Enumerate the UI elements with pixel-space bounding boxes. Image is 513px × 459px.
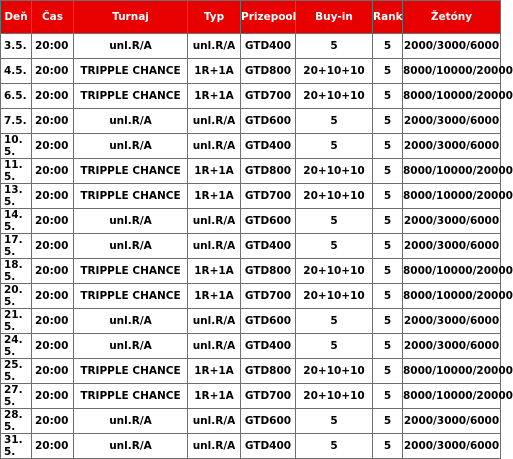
cell-prizepool: GTD800 [241, 359, 296, 384]
cell-chips: 2000/3000/6000 [403, 434, 501, 459]
cell-chips: 8000/10000/20000 [403, 259, 501, 284]
cell-tournament: unl.R/A [74, 209, 188, 234]
cell-day: 7.5. [1, 109, 32, 134]
cell-prizepool: GTD600 [241, 409, 296, 434]
cell-rank: 5 [373, 334, 403, 359]
cell-rank: 5 [373, 309, 403, 334]
column-header-tournament: Turnaj [74, 1, 188, 34]
cell-rank: 5 [373, 134, 403, 159]
cell-time: 20:00 [32, 134, 74, 159]
cell-prizepool: GTD600 [241, 309, 296, 334]
cell-day: 25.5. [1, 359, 32, 384]
cell-chips: 8000/10000/20000 [403, 84, 501, 109]
table-row [1, 359, 501, 384]
cell-type: 1R+1A [188, 359, 241, 384]
cell-tournament: unl.R/A [74, 409, 188, 434]
table-row [1, 59, 501, 84]
cell-type: 1R+1A [188, 159, 241, 184]
cell-rank: 5 [373, 234, 403, 259]
cell-tournament: unl.R/A [74, 234, 188, 259]
cell-tournament: TRIPPLE CHANCE [74, 359, 188, 384]
table-row [1, 334, 501, 359]
cell-prizepool: GTD800 [241, 59, 296, 84]
cell-tournament: TRIPPLE CHANCE [74, 184, 188, 209]
cell-tournament: TRIPPLE CHANCE [74, 84, 188, 109]
table-row [1, 109, 501, 134]
cell-time: 20:00 [32, 384, 74, 409]
cell-buy-in: 20+10+10 [296, 359, 373, 384]
cell-rank: 5 [373, 34, 403, 59]
cell-day: 27.5. [1, 384, 32, 409]
cell-day: 11.5. [1, 159, 32, 184]
cell-time: 20:00 [32, 334, 74, 359]
cell-type: unl.R/A [188, 434, 241, 459]
cell-buy-in: 5 [296, 434, 373, 459]
cell-time: 20:00 [32, 59, 74, 84]
cell-buy-in: 5 [296, 309, 373, 334]
table-row [1, 409, 501, 434]
cell-rank: 5 [373, 209, 403, 234]
cell-rank: 5 [373, 409, 403, 434]
column-header-buy-in: Buy-in [296, 1, 373, 34]
cell-buy-in: 5 [296, 334, 373, 359]
cell-buy-in: 5 [296, 109, 373, 134]
cell-time: 20:00 [32, 309, 74, 334]
cell-day: 21.5. [1, 309, 32, 334]
cell-tournament: TRIPPLE CHANCE [74, 259, 188, 284]
table-row [1, 384, 501, 409]
cell-chips: 2000/3000/6000 [403, 409, 501, 434]
table-row [1, 159, 501, 184]
table-row [1, 134, 501, 159]
cell-buy-in: 20+10+10 [296, 59, 373, 84]
table-row [1, 34, 501, 59]
cell-type: unl.R/A [188, 209, 241, 234]
cell-time: 20:00 [32, 184, 74, 209]
cell-rank: 5 [373, 109, 403, 134]
table-row [1, 434, 501, 459]
cell-chips: 2000/3000/6000 [403, 209, 501, 234]
cell-day: 6.5. [1, 84, 32, 109]
cell-tournament: unl.R/A [74, 109, 188, 134]
cell-rank: 5 [373, 184, 403, 209]
cell-tournament: unl.R/A [74, 334, 188, 359]
cell-type: 1R+1A [188, 59, 241, 84]
cell-type: unl.R/A [188, 134, 241, 159]
cell-tournament: TRIPPLE CHANCE [74, 384, 188, 409]
cell-day: 28.5. [1, 409, 32, 434]
table-row [1, 234, 501, 259]
cell-prizepool: GTD400 [241, 434, 296, 459]
cell-buy-in: 20+10+10 [296, 159, 373, 184]
cell-type: 1R+1A [188, 84, 241, 109]
cell-time: 20:00 [32, 234, 74, 259]
cell-day: 4.5. [1, 59, 32, 84]
cell-time: 20:00 [32, 84, 74, 109]
cell-tournament: TRIPPLE CHANCE [74, 284, 188, 309]
cell-prizepool: GTD700 [241, 384, 296, 409]
cell-type: unl.R/A [188, 409, 241, 434]
cell-buy-in: 20+10+10 [296, 284, 373, 309]
cell-chips: 8000/10000/20000 [403, 59, 501, 84]
cell-buy-in: 20+10+10 [296, 259, 373, 284]
cell-day: 17.5. [1, 234, 32, 259]
cell-chips: 8000/10000/20000 [403, 159, 501, 184]
table-row [1, 84, 501, 109]
cell-buy-in: 5 [296, 34, 373, 59]
table-row [1, 209, 501, 234]
cell-type: unl.R/A [188, 309, 241, 334]
cell-time: 20:00 [32, 284, 74, 309]
cell-chips: 8000/10000/20000 [403, 184, 501, 209]
column-header-type: Typ [188, 1, 241, 34]
cell-prizepool: GTD400 [241, 134, 296, 159]
cell-tournament: unl.R/A [74, 34, 188, 59]
cell-time: 20:00 [32, 209, 74, 234]
table-row [1, 184, 501, 209]
cell-chips: 8000/10000/20000 [403, 359, 501, 384]
table-header-row [1, 1, 501, 34]
cell-time: 20:00 [32, 434, 74, 459]
column-header-prizepool: Prizepool [241, 1, 296, 34]
cell-time: 20:00 [32, 159, 74, 184]
cell-prizepool: GTD400 [241, 334, 296, 359]
cell-rank: 5 [373, 284, 403, 309]
column-header-rank: Rank [373, 1, 403, 34]
cell-day: 20.5. [1, 284, 32, 309]
cell-time: 20:00 [32, 359, 74, 384]
cell-type: 1R+1A [188, 259, 241, 284]
cell-buy-in: 5 [296, 134, 373, 159]
cell-type: 1R+1A [188, 384, 241, 409]
cell-chips: 2000/3000/6000 [403, 334, 501, 359]
cell-buy-in: 5 [296, 209, 373, 234]
cell-type: unl.R/A [188, 234, 241, 259]
cell-tournament: unl.R/A [74, 134, 188, 159]
cell-buy-in: 20+10+10 [296, 84, 373, 109]
cell-day: 31.5. [1, 434, 32, 459]
cell-chips: 8000/10000/20000 [403, 284, 501, 309]
cell-day: 13.5. [1, 184, 32, 209]
cell-time: 20:00 [32, 34, 74, 59]
cell-prizepool: GTD700 [241, 284, 296, 309]
cell-prizepool: GTD800 [241, 259, 296, 284]
cell-chips: 2000/3000/6000 [403, 34, 501, 59]
cell-prizepool: GTD700 [241, 84, 296, 109]
cell-buy-in: 5 [296, 234, 373, 259]
cell-day: 3.5. [1, 34, 32, 59]
cell-type: unl.R/A [188, 334, 241, 359]
cell-rank: 5 [373, 84, 403, 109]
cell-type: unl.R/A [188, 109, 241, 134]
cell-prizepool: GTD400 [241, 234, 296, 259]
cell-tournament: TRIPPLE CHANCE [74, 59, 188, 84]
cell-time: 20:00 [32, 409, 74, 434]
cell-prizepool: GTD600 [241, 209, 296, 234]
cell-rank: 5 [373, 434, 403, 459]
table-body [1, 34, 513, 459]
cell-prizepool: GTD700 [241, 184, 296, 209]
cell-tournament: unl.R/A [74, 309, 188, 334]
cell-time: 20:00 [32, 259, 74, 284]
cell-time: 20:00 [32, 109, 74, 134]
cell-prizepool: GTD600 [241, 109, 296, 134]
cell-chips: 2000/3000/6000 [403, 109, 501, 134]
cell-chips: 2000/3000/6000 [403, 134, 501, 159]
cell-day: 10.5. [1, 134, 32, 159]
cell-tournament: TRIPPLE CHANCE [74, 159, 188, 184]
cell-rank: 5 [373, 59, 403, 84]
table-row [1, 309, 501, 334]
column-header-time: Čas [32, 1, 74, 34]
cell-day: 24.5. [1, 334, 32, 359]
cell-prizepool: GTD400 [241, 34, 296, 59]
table-row [1, 259, 501, 284]
cell-rank: 5 [373, 259, 403, 284]
cell-buy-in: 20+10+10 [296, 384, 373, 409]
cell-day: 18.5. [1, 259, 32, 284]
cell-chips: 2000/3000/6000 [403, 234, 501, 259]
cell-prizepool: GTD800 [241, 159, 296, 184]
cell-chips: 8000/10000/20000 [403, 384, 501, 409]
cell-rank: 5 [373, 159, 403, 184]
cell-rank: 5 [373, 384, 403, 409]
cell-type: 1R+1A [188, 284, 241, 309]
cell-day: 14.5. [1, 209, 32, 234]
cell-type: 1R+1A [188, 184, 241, 209]
cell-rank: 5 [373, 359, 403, 384]
cell-tournament: unl.R/A [74, 434, 188, 459]
cell-buy-in: 20+10+10 [296, 184, 373, 209]
column-header-chips: Žetóny [403, 1, 501, 34]
cell-chips: 2000/3000/6000 [403, 309, 501, 334]
cell-buy-in: 5 [296, 409, 373, 434]
table-row [1, 284, 501, 309]
cell-type: unl.R/A [188, 34, 241, 59]
column-header-day: Deň [1, 1, 32, 34]
